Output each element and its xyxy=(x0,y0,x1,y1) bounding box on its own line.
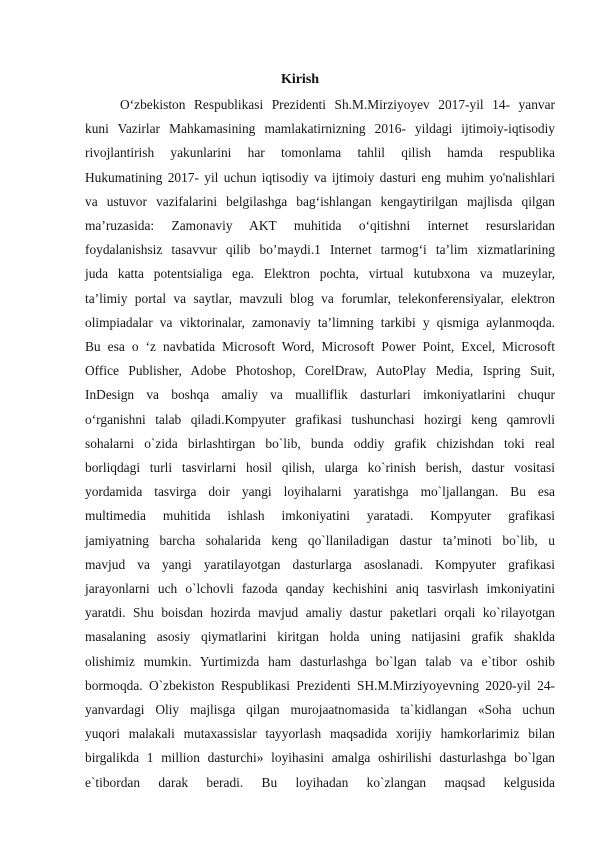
text-line: e`tibordan darak beradi. Bu loyihadan ko`zlangan maqsad kelgusida xyxy=(85,774,555,790)
text-line: O‘zbekiston Respublikasi Prezidenti Sh.M.Mirziyoyev 2017-yil 14- yanvar xyxy=(120,97,555,112)
text-line: InDesign va boshqa amaliy va mualliflik dasturlari imkoniyatlarini chuqur xyxy=(85,387,555,403)
text-line: foydalanishsiz tasavvur qilib bo’maydi.1 Internet tarmog‘i ta’lim xizmatlarining xyxy=(85,242,555,258)
text-line: juda katta potentsialiga ega. Elektron pochta, virtual kutubxona va muzeylar, xyxy=(85,266,555,282)
text-line: Hukumatining 2017- yil uchun iqtisodiy va ijtimoiy dasturi eng muhim yo'nalishlari xyxy=(85,169,555,185)
text-line: jamiyatning barcha sohalarida keng qo`llaniladigan dastur ta’minoti bo`lib, u xyxy=(85,532,555,548)
text-line: yordamida tasvirga doir yangi loyihalarni yaratishga mo`ljallangan. Bu esa xyxy=(85,484,555,500)
text-line: Bu esa o ‘z navbatida Microsoft Word, Microsoft Power Point, Excel, Microsoft xyxy=(85,339,555,355)
page-title: Kirish xyxy=(280,72,320,87)
text-line: multimedia muhitida ishlash imkoniyatini yaratadi. Kompyuter grafikasi xyxy=(85,508,555,524)
text-line: ta’limiy portal va saytlar, mavzuli blog va forumlar, telekonferensiyalar, elektron xyxy=(85,290,555,306)
text-line: masalaning asosiy qiymatlarini kiritgan holda uning natijasini grafik shaklda xyxy=(85,629,555,645)
text-line: rivojlantirish yakunlarini har tomonlama tahlil qilish hamda respublika xyxy=(85,145,555,161)
text-line: yaratdi. Shu boisdan hozirda mavjud amaliy dastur paketlari orqali ko`rilayotgan xyxy=(85,605,555,621)
text-line: Office Publisher, Adobe Photoshop, CorelDraw, AutoPlay Media, Ispring Suit, xyxy=(85,363,555,379)
text-line: yanvardagi Oliy majlisga qilgan murojaatnomasida ta`kidlangan «Soha uchun xyxy=(85,702,555,718)
text-line: ma’ruzasida: Zamonaviy AKT muhitida o‘qitishni internet resurslaridan xyxy=(85,218,555,234)
text-line: kuni Vazirlar Mahkamasining mamlakatirnizning 2016- yildagi ijtimoiy-iqtisodiy xyxy=(85,121,555,137)
text-line: va ustuvor vazifalarini belgilashga bag‘ishlangan kengaytirilgan majlisda qilgan xyxy=(85,193,555,209)
body-paragraph xyxy=(85,93,555,795)
text-line: bormoqda. O`zbekiston Respublikasi Prezidenti SH.M.Mirziyoyevning 2020-yil 24- xyxy=(85,677,555,693)
text-line: sohalarni o`zida birlashtirgan bo`lib, bunda oddiy grafik chizishdan toki real xyxy=(85,435,555,451)
text-line: jarayonlarni uch o`lchovli fazoda qanday kechishini aniq tasvirlash imkoniyatini xyxy=(85,581,555,597)
text-line: olimpiadalar va viktorinalar, zamonaviy ta’limning tarkibi y qismiga aylanmoqda. xyxy=(85,314,555,330)
text-line: o‘rganishni talab qiladi.Kompyuter grafikasi tushunchasi hozirgi keng qamrovli xyxy=(85,411,555,427)
text-line: olishimiz mumkin. Yurtimizda ham dasturlashga bo`lgan talab va e`tibor oshib xyxy=(85,653,555,669)
text-line: borliqdagi turli tasvirlarni hosil qilish, ularga ko`rinish berish, dastur vositasi xyxy=(85,460,555,476)
text-line: yuqori malakali mutaxassislar tayyorlash maqsadida xorijiy hamkorlarimiz bilan xyxy=(85,726,555,742)
text-line: mavjud va yangi yaratilayotgan dasturlarga asoslanadi. Kompyuter grafikasi xyxy=(85,556,555,572)
text-line: birgalikda 1 million dasturchi» loyihasini amalga oshirilishi dasturlashga bo`lgan xyxy=(85,750,555,766)
